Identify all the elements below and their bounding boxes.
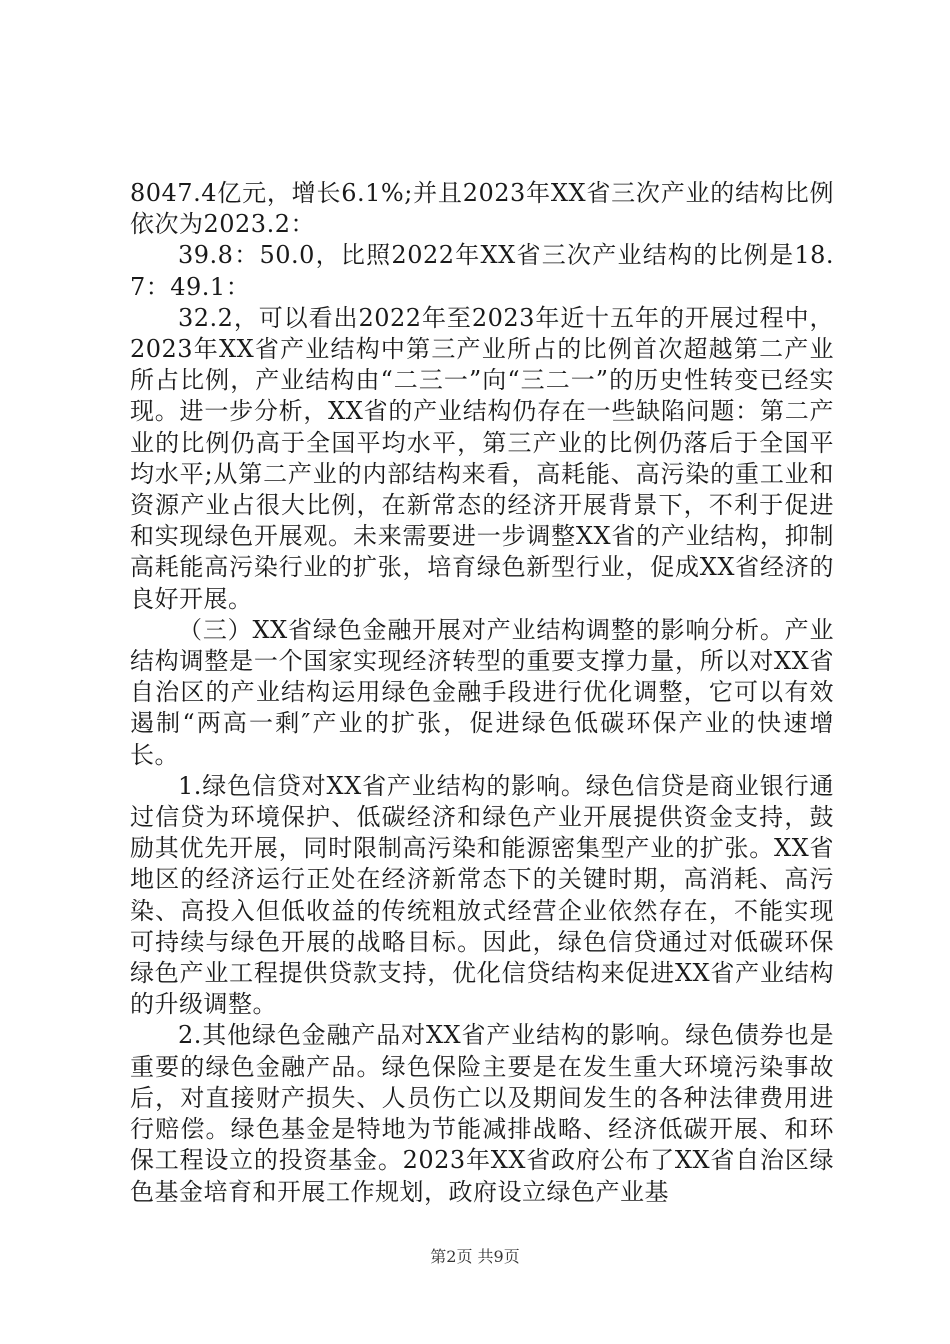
paragraph-6: 2.其他绿色金融产品对XX省产业结构的影响。绿色债券也是重要的绿色金融产品。绿色保险主要是在发生重大环境污染事故后，对直接财产损失、人员伤亡以及期间发生的各种法律费用进行赔偿。绿色基金是特地为节能减排战略、经济低碳开展、和环保工程设立的投资基金。2023年XX省政府公布了XX省自治区绿色基金培育和开展工作规划，政府设立绿色产业基 [130,1021,834,1206]
paragraph-1: 8047.4亿元，增长6.1%;并且2023年XX省三次产业的结构比例依次为2023.2： [130,179,834,239]
page-footer: 第2页 共9页 [430,1247,520,1266]
paragraph-2: 39.8：50.0，比照2022年XX省三次产业结构的比例是18.7：49.1： [130,241,834,301]
paragraph-3: 32.2，可以看出2022年至2023年近十五年的开展过程中，2023年XX省产业结构中第三产业所占的比例首次超越第二产业所占比例，产业结构由“二三一”向“三二一”的历史性转变已经实现。进一步分析，XX省的产业结构仍存在一些缺陷问题：第二产业的比例仍高于全国平均水平，第三产业的比例仍落后于全国平均水平;从第二产业的内部结构来看，高耗能、高污染的重工业和资源产业占很大比例，在新常态的经济开展背景下，不利于促进和实现绿色开展观。未来需要进一步调整XX省的产业结构，抑制高耗能高污染行业的扩张，培育绿色新型行业，促成XX省经济的良好开展。 [130,303,834,613]
document-body [130,178,834,1208]
paragraph-5: 1.绿色信贷对XX省产业结构的影响。绿色信贷是商业银行通过信贷为环境保护、低碳经济和绿色产业开展提供资金支持，鼓励其优先开展，同时限制高污染和能源密集型产业的扩张。XX省地区的经济运行正处在经济新常态下的关键时期，高消耗、高污染、高投入但低收益的传统粗放式经营企业依然存在，不能实现可持续与绿色开展的战略目标。因此，绿色信贷通过对低碳环保绿色产业工程提供贷款支持，优化信贷结构来促进XX省产业结构的升级调整。 [130,771,834,1019]
paragraph-4: （三）XX省绿色金融开展对产业结构调整的影响分析。产业结构调整是一个国家实现经济转型的重要支撑力量，所以对XX省自治区的产业结构运用绿色金融手段进行优化调整，它可以有效遏制“两高一剩″产业的扩张，促进绿色低碳环保产业的快速增长。 [130,615,834,769]
